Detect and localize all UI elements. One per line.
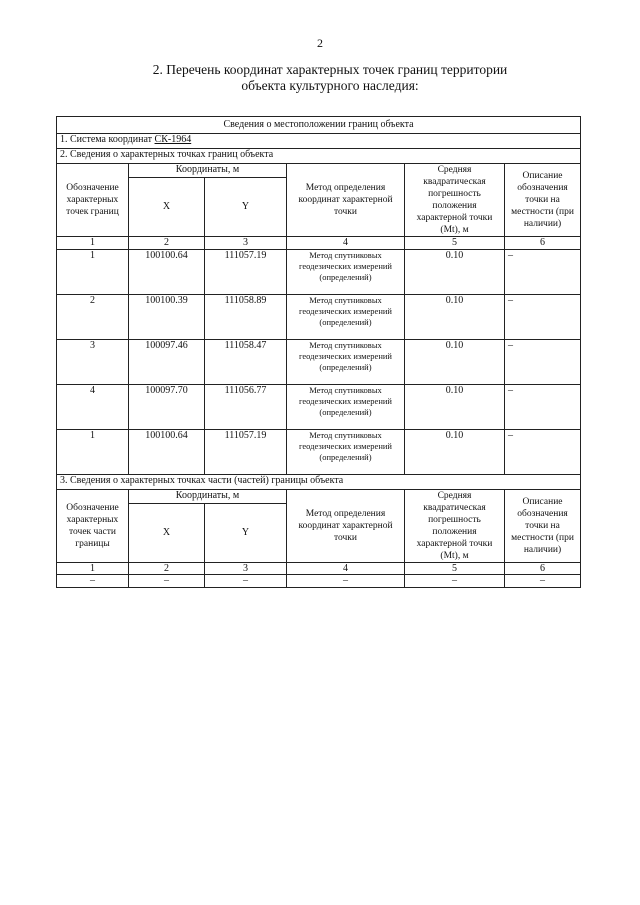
col-error-header: Средняя квадратическая погрешность положения характерной точки (Mt), м — [405, 164, 505, 237]
col-error-header: Средняя квадратическая погрешность положения характерной точки (Mt), м — [405, 489, 505, 562]
point-x: 100097.46 — [129, 339, 205, 384]
boundary-coordinates-table — [56, 116, 581, 588]
table-row — [57, 384, 581, 429]
point-method: Метод спутниковых геодезических измерений (определений) — [287, 429, 405, 474]
col-y-header: Y — [205, 503, 287, 562]
col-method-header: Метод определения координат характерной точки — [287, 164, 405, 237]
col-designation-part-header: Обозначение характерных точек части границы — [57, 489, 129, 562]
section-3-title: 3. Сведения о характерных точках части (частей) границы объекта — [57, 474, 581, 489]
table-row — [57, 294, 581, 339]
col-coordinates-header: Координаты, м — [129, 489, 287, 503]
point-error: 0.10 — [405, 429, 505, 474]
title-line-1: 2. Перечень координат характерных точек границ территории — [152, 62, 508, 77]
point-id: 1 — [57, 429, 129, 474]
point-x: 100100.64 — [129, 429, 205, 474]
col-number: 4 — [287, 562, 405, 575]
point-method: Метод спутниковых геодезических измерений (определений) — [287, 249, 405, 294]
point-description: – — [505, 429, 581, 474]
empty-row — [57, 575, 581, 588]
point-error: 0.10 — [405, 339, 505, 384]
empty-cell: – — [57, 575, 129, 588]
empty-cell: – — [405, 575, 505, 588]
col-number: 1 — [57, 237, 129, 250]
section-2-title: 2. Сведения о характерных точках границ объекта — [57, 149, 581, 164]
point-id: 4 — [57, 384, 129, 429]
document-title — [120, 62, 540, 94]
point-x: 100100.64 — [129, 249, 205, 294]
table-row — [57, 339, 581, 384]
empty-cell: – — [129, 575, 205, 588]
point-description: – — [505, 294, 581, 339]
page-number: 2 — [317, 36, 323, 50]
col-number: 5 — [405, 237, 505, 250]
point-y: 111056.77 — [205, 384, 287, 429]
col-number: 2 — [129, 562, 205, 575]
title-line-2: объекта культурного наследия: — [241, 78, 419, 93]
col-method-header: Метод определения координат характерной точки — [287, 489, 405, 562]
point-method: Метод спутниковых геодезических измерений (определений) — [287, 339, 405, 384]
col-number: 2 — [129, 237, 205, 250]
col-number: 5 — [405, 562, 505, 575]
point-id: 2 — [57, 294, 129, 339]
point-y: 111058.47 — [205, 339, 287, 384]
col-description-header: Описание обозначения точки на местности (при наличии) — [505, 489, 581, 562]
point-y: 111057.19 — [205, 429, 287, 474]
table-header: Сведения о местоположении границ объекта — [57, 117, 581, 134]
col-number: 1 — [57, 562, 129, 575]
col-designation-header: Обозначение характерных точек границ — [57, 164, 129, 237]
point-description: – — [505, 249, 581, 294]
point-method: Метод спутниковых геодезических измерений (определений) — [287, 384, 405, 429]
column-numbers-row — [57, 562, 581, 575]
empty-cell: – — [287, 575, 405, 588]
col-coordinates-header: Координаты, м — [129, 164, 287, 178]
col-x-header: X — [129, 178, 205, 237]
point-description: – — [505, 384, 581, 429]
col-number: 3 — [205, 562, 287, 575]
column-numbers-row — [57, 237, 581, 250]
point-method: Метод спутниковых геодезических измерений (определений) — [287, 294, 405, 339]
col-description-header: Описание обозначения точки на местности (при наличии) — [505, 164, 581, 237]
table-row — [57, 429, 581, 474]
table-row — [57, 249, 581, 294]
col-y-header: Y — [205, 178, 287, 237]
point-x: 100100.39 — [129, 294, 205, 339]
col-number: 3 — [205, 237, 287, 250]
col-number: 6 — [505, 237, 581, 250]
point-id: 3 — [57, 339, 129, 384]
col-x-header: X — [129, 503, 205, 562]
point-y: 111058.89 — [205, 294, 287, 339]
coord-system-row — [57, 134, 581, 149]
coord-system-label: 1. Система координат — [60, 134, 153, 145]
point-error: 0.10 — [405, 294, 505, 339]
point-description: – — [505, 339, 581, 384]
point-id: 1 — [57, 249, 129, 294]
col-number: 6 — [505, 562, 581, 575]
col-number: 4 — [287, 237, 405, 250]
coord-system-value: СК-1964 — [154, 134, 192, 145]
empty-cell: – — [205, 575, 287, 588]
point-error: 0.10 — [405, 384, 505, 429]
point-x: 100097.70 — [129, 384, 205, 429]
empty-cell: – — [505, 575, 581, 588]
point-error: 0.10 — [405, 249, 505, 294]
point-y: 111057.19 — [205, 249, 287, 294]
